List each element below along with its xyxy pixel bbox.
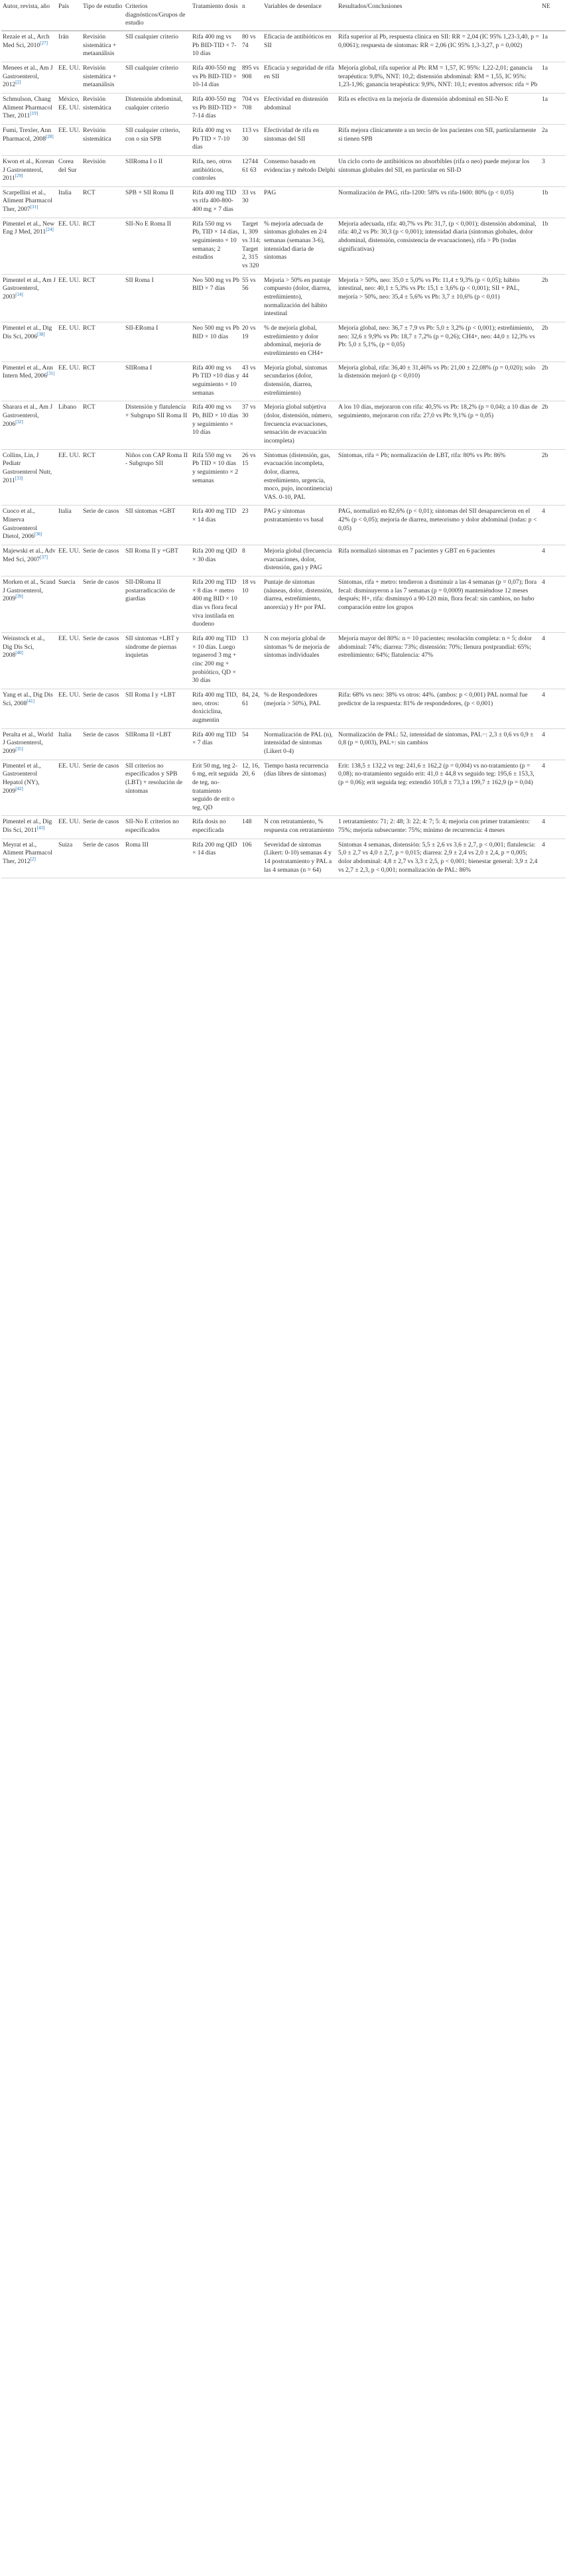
criteria-cell: Distensión abdominal, cualquier criterio <box>124 93 191 124</box>
sample-size-cell: 113 vs 30 <box>241 124 263 155</box>
table-row <box>1 218 566 274</box>
sample-size-cell: 13 <box>241 633 263 689</box>
study-type-cell: RCT <box>82 186 124 218</box>
sample-size-cell: Target 1, 309 vs 314; Target 2, 315 vs 320 <box>241 218 263 274</box>
study-type-cell: RCT <box>82 449 124 506</box>
results-cell: Mejoría > 50%, neo: 35,0 ± 5,0% vs Pb: 11,4 ± 9,3% (p < 0,05); hábito intestinal, neo: 40,1 ± 5,3% vs Pb: 15,1 ± 3,6% (p < 0,001); SII + PAL, mejoría > 50%, neo: 35,4 ± 5,6% vs Pb: 3,7 ± 10,6% (p < 0,01) <box>337 274 540 322</box>
evidence-level-cell: 2b <box>540 449 566 506</box>
column-header: NE <box>540 1 566 31</box>
author-text: Cuoco et al., Minerva Gastroenterol Dietol, 2006 <box>3 508 38 541</box>
results-cell: Mejoría global, neo: 36,7 ± 7,9 vs Pb: 5,0 ± 3,2% (p < 0,001); estreñimiento, neo: 32,6 ± 9,9% vs Pb: 18,7 ± 7,2% (p = 0,26); CH4+, neo: 44,0 ± 12,3% vs Pb: 5,0 ± 5,1%, (p = 0,05) <box>337 322 540 362</box>
study-type-cell: Serie de casos <box>82 576 124 633</box>
evidence-level-cell: 4 <box>540 816 566 839</box>
results-cell: Normalización de PAG, rifa-1200: 58% vs rifa-1600: 80% (p < 0,05) <box>337 186 540 218</box>
sample-size-cell: 12, 16, 20, 6 <box>241 760 263 816</box>
country-cell: EE. UU. <box>57 124 82 155</box>
sample-size-cell: 18 vs 10 <box>241 576 263 633</box>
table-row <box>1 816 566 839</box>
treatment-cell: Rifa 550 mg vs Pb, TID × 14 días, seguimiento × 10 semanas; 2 estudios <box>191 218 241 274</box>
study-type-cell: Revisión sistemática <box>82 124 124 155</box>
criteria-cell: SIIRoma I o II <box>124 155 191 186</box>
treatment-cell: Rifa 400 mg TID vs rifa 400-800-400 mg × 7 días <box>191 186 241 218</box>
outcomes-cell: N con mejoría global de síntomas % de mejoría de síntomas individuales <box>263 633 337 689</box>
author-cell <box>1 62 57 93</box>
author-text: Morken et al., Scand J Gastroenterol, 2009 <box>3 578 56 603</box>
outcomes-cell: Eficacia y seguridad de rifa en SII <box>263 62 337 93</box>
country-cell: Italia <box>57 506 82 545</box>
outcomes-cell: Efectividad de rifa en síntomas del SII <box>263 124 337 155</box>
outcomes-cell: N con retratamiento, % respuesta con retratamiento <box>263 816 337 839</box>
criteria-cell: SII cualquier criterio, con o sin SPB <box>124 124 191 155</box>
country-cell: EE. UU. <box>57 274 82 322</box>
sample-size-cell: 8 <box>241 545 263 576</box>
country-cell: EE. UU. <box>57 62 82 93</box>
study-type-cell: Revisión <box>82 155 124 186</box>
evidence-level-cell: 4 <box>540 576 566 633</box>
treatment-cell: Neo 500 mg vs Pb BID × 7 días <box>191 274 241 322</box>
study-type-cell: RCT <box>82 218 124 274</box>
table-row <box>1 760 566 816</box>
reference-link[interactable]: [40] <box>15 650 23 656</box>
results-cell: PAG, normalizó en 82,6% (p < 0,01); síntomas del SII desaparecieron en el 42% (p < 0,05); mejoría de diarrea, meteorismo y dolor abdominal (todas: p < 0,05) <box>337 506 540 545</box>
author-text: Schmulson, Chang Aliment Pharmacol Ther, 2011 <box>3 95 52 120</box>
criteria-cell: Distensión y flatulencia + Subgrupo SII Roma II <box>124 401 191 449</box>
results-cell: Erit: 138,5 ± 132,2 vs teg: 241,6 ± 162,2 (p = 0,004) vs no-tratamiento (p = 0,08); no-tratamiento seguido erit: 41,0 ± 44,8 vs seguido teg: 195,6 ± 153,3, (p = 0,06); erit seguida teg: extendió 105,8 ± 73,3 a 199,7 ± 162,9 (p = 0,04) <box>337 760 540 816</box>
results-cell: Rifa superior al Pb, respuesta clínica en SII: RR = 2,04 (IC 95% 1,23-3,40, p = 0,0061); respuesta de síntomas: RR = 2,06 (IC 95% 1,3-3,27, p = 0,002) <box>337 31 540 62</box>
sample-size-cell: 84, 24, 61 <box>241 689 263 728</box>
author-cell <box>1 274 57 322</box>
results-cell: Normalización de PAL: 52, intensidad de síntomas, PAL−: 2,3 ± 0,6 vs 0,9 ± 0,8 (p = 0,003), PAL+: sin cambios <box>337 728 540 760</box>
evidence-level-cell: 4 <box>540 760 566 816</box>
author-cell <box>1 839 57 878</box>
column-header: Resultados/Conclusiones <box>337 1 540 31</box>
author-text: Collins, Lin, J Pediatr Gastroenterol Nutr, 2011 <box>3 451 52 484</box>
author-cell <box>1 689 57 728</box>
outcomes-cell: PAG <box>263 186 337 218</box>
criteria-cell: SII-No E Roma II <box>124 218 191 274</box>
evidence-level-cell: 2a <box>540 124 566 155</box>
reference-link[interactable]: [14] <box>15 291 23 297</box>
evidence-level-cell: 1b <box>540 186 566 218</box>
criteria-cell: SII Roma II y +GBT <box>124 545 191 576</box>
table-row <box>1 155 566 186</box>
reference-link[interactable]: [28] <box>46 133 54 139</box>
sample-size-cell: 33 vs 30 <box>241 186 263 218</box>
treatment-cell: Rifa 200 mg QID × 30 días <box>191 545 241 576</box>
author-cell <box>1 155 57 186</box>
author-text: Pimentel et al., Ann Intern Med, 2006 <box>3 364 53 380</box>
author-text: Kwon et al., Korean J Gastroenterol, 2011 <box>3 157 54 182</box>
criteria-cell: SII cualquier criterio <box>124 62 191 93</box>
treatment-cell: Rifa 400 mg TID × 7 días <box>191 728 241 760</box>
evidence-level-cell: 3 <box>540 155 566 186</box>
reference-link[interactable]: [2] <box>15 80 21 86</box>
criteria-cell: SIIRoma II +LBT <box>124 728 191 760</box>
study-type-cell: Serie de casos <box>82 728 124 760</box>
study-type-cell: Revisión sistemática <box>82 93 124 124</box>
reference-link[interactable]: [29] <box>15 172 23 178</box>
evidence-table <box>1 1 566 878</box>
country-cell: EE. UU. <box>57 816 82 839</box>
author-text: Fumi, Trexler, Ann Pharmacol, 2008 <box>3 126 52 143</box>
results-cell: Mejoría global, rifa: 36,40 ± 31,46% vs Pb: 21,00 ± 22,08% (p = 0,020); solo la distensión mejoró (p < 0,010) <box>337 362 540 401</box>
author-text: Scarpellini et al., Aliment Pharmacol Ther, 2007 <box>3 188 52 214</box>
outcomes-cell: Consenso basado en evidencias y método Delphi <box>263 155 337 186</box>
author-text: Menees et al., Am J Gastroenterol, 2012 <box>3 64 53 89</box>
outcomes-cell: % de mejoría global, estreñimiento y dolor abdominal, mejoría de estreñimiento en CH4+ <box>263 322 337 362</box>
results-cell: Mejoría mayor del 80%: n = 10 pacientes; resolución completa: n = 5; dolor abdominal: 74%; diarrea: 73%; distensión: 70%; llenura postprandial: 65%; estreñimiento: 64%; flatulencia: 47% <box>337 633 540 689</box>
country-cell: EE. UU. <box>57 322 82 362</box>
treatment-cell: Erit 50 mg, teg 2-6 mg, erit seguida de teg, no-tratamiento seguido de erit o teg, QD <box>191 760 241 816</box>
results-cell: Mejoría adecuada, rifa: 40,7% vs Pb: 31,7, (p < 0,001); distensión abdominal, rifa: 40,2 vs Pb: 30,3 (p < 0,001); intensidad diaria (síntomas globales, dolor abdominal, distensión, consistencia de evacuaciones), rifa > Pb (todas significativas) <box>337 218 540 274</box>
treatment-cell: Neo 500 mg vs Pb BID × 10 días <box>191 322 241 362</box>
author-text: Pimentel et al., Dig Dis Sci, 2006 <box>3 324 52 340</box>
outcomes-cell: % mejoría adecuada de síntomas globales en 2/4 semanas (semanas 3-6), intensidad diaria de síntomas <box>263 218 337 274</box>
evidence-level-cell: 4 <box>540 545 566 576</box>
reference-link[interactable]: [33] <box>15 475 23 481</box>
table-row <box>1 362 566 401</box>
results-cell: Rifa mejora clínicamente a un tercio de los pacientes con SII, particularmente si tienen SPB <box>337 124 540 155</box>
author-cell <box>1 760 57 816</box>
table-row <box>1 576 566 633</box>
author-cell <box>1 322 57 362</box>
treatment-cell: Rifa dosis no especificada <box>191 816 241 839</box>
table-row <box>1 62 566 93</box>
author-cell <box>1 545 57 576</box>
reference-link[interactable]: [2] <box>30 856 36 862</box>
country-cell: EE. UU. <box>57 760 82 816</box>
author-text: Meyrat et al., Aliment Pharmacol Ther, 2012 <box>3 841 52 866</box>
outcomes-cell: Síntomas (distensión, gas, evacuación incompleta, dolor, diarrea, estreñimiento, urgencia, moco, pujo, incontinencia) VAS. 0-10, PAL <box>263 449 337 506</box>
outcomes-cell: Normalización de PAL (n), intensidad de síntomas (Likert 0-4) <box>263 728 337 760</box>
evidence-level-cell: 1b <box>540 218 566 274</box>
study-type-cell: RCT <box>82 274 124 322</box>
criteria-cell: SII-No E criterios no especificados <box>124 816 191 839</box>
reference-link[interactable]: [36] <box>34 531 42 537</box>
reference-link[interactable]: [38] <box>36 331 45 337</box>
results-cell: Rifa es efectiva en la mejoría de distensión abdominal en SII-No E <box>337 93 540 124</box>
outcomes-cell: Puntaje de síntomas (náuseas, dolor, distensión, diarrea, estreñimiento, anorexia) y H+ por PAL <box>263 576 337 633</box>
study-type-cell: Serie de casos <box>82 839 124 878</box>
results-cell: Síntomas, rifa + metro: tendieron a disminuir a las 4 semanas (p = 0,07); flora fecal: disminuyeron a las 7 semanas (p = 0,0009) manteniéndose 12 meses después; H+, rifa: disminuyó a 90-120 min, flora fecal: sin cambios, no hubo comparación entre los grupos <box>337 576 540 633</box>
study-type-cell: RCT <box>82 322 124 362</box>
evidence-level-cell: 2b <box>540 274 566 322</box>
reference-link[interactable]: [27] <box>40 40 48 46</box>
table-row <box>1 728 566 760</box>
criteria-cell: SIIRoma I <box>124 362 191 401</box>
study-type-cell: Serie de casos <box>82 760 124 816</box>
treatment-cell: Rifa 400 mg vs Pb TID × 7-10 días <box>191 124 241 155</box>
table-row <box>1 401 566 449</box>
treatment-cell: Rifa 400 mg vs Pb BID-TID × 7-10 días <box>191 31 241 62</box>
reference-link[interactable]: [41] <box>27 698 34 704</box>
reference-link[interactable]: [19] <box>30 111 38 117</box>
study-type-cell: Revisión sistemática + metaanálisis <box>82 62 124 93</box>
country-cell: EE. UU. <box>57 633 82 689</box>
reference-link[interactable]: [43] <box>36 825 45 831</box>
table-row <box>1 322 566 362</box>
author-cell <box>1 576 57 633</box>
study-type-cell: Revisión sistemática + metaanálisis <box>82 31 124 62</box>
results-cell: Rifa normalizó síntomas en 7 pacientes y GBT en 6 pacientes <box>337 545 540 576</box>
author-text: Sharara et al., Am J Gastroenterol, 2006 <box>3 403 53 428</box>
sample-size-cell: 106 <box>241 839 263 878</box>
column-header: Tipo de estudio <box>82 1 124 31</box>
outcomes-cell: Eficacia de antibióticos en SII <box>263 31 337 62</box>
country-cell: Suiza <box>57 839 82 878</box>
country-cell: EE. UU. <box>57 449 82 506</box>
sample-size-cell: 23 <box>241 506 263 545</box>
evidence-level-cell: 2b <box>540 322 566 362</box>
table-row <box>1 124 566 155</box>
treatment-cell: Rifa 400-550 mg vs Pb BID-TID × 7-14 días <box>191 93 241 124</box>
evidence-level-cell: 4 <box>540 839 566 878</box>
evidence-level-cell: 1a <box>540 93 566 124</box>
table-body <box>1 31 566 878</box>
outcomes-cell: Efectividad en distensión abdominal <box>263 93 337 124</box>
treatment-cell: Rifa 400 mg vs Pb TID ×10 días y seguimiento × 10 semanas <box>191 362 241 401</box>
country-cell: Líbano <box>57 401 82 449</box>
table-row <box>1 274 566 322</box>
evidence-level-cell: 4 <box>540 689 566 728</box>
author-cell <box>1 362 57 401</box>
sample-size-cell: 895 vs 908 <box>241 62 263 93</box>
criteria-cell: SII-ERoma I <box>124 322 191 362</box>
author-cell <box>1 31 57 62</box>
study-type-cell: Serie de casos <box>82 689 124 728</box>
outcomes-cell: PAG y síntomas postratamiento vs basal <box>263 506 337 545</box>
reference-link[interactable]: [42] <box>15 785 23 791</box>
sample-size-cell: 37 vs 30 <box>241 401 263 449</box>
criteria-cell: Roma III <box>124 839 191 878</box>
criteria-cell: SPB + SII Roma II <box>124 186 191 218</box>
results-cell: Síntomas 4 semanas, distensión: 5,5 ± 2,6 vs 3,6 ± 2,7, p < 0,001; flatulencia: 5,0 ± 2,7 vs 4,0 ± 2,7, p = 0,015; diarrea: 2,9 ± 2,4 vs 2,0 ± 2,4, p = 0,005; dolor abdominal: 4,8 ± 2,7 vs 3,3 ± 2,5, p < 0,001; bienestar general: 3,9 ± 2,4 vs 2,7 ± 2,3, p < 0,001; normalización de PAL: 86% <box>337 839 540 878</box>
evidence-level-cell: 2b <box>540 362 566 401</box>
country-cell: Italia <box>57 728 82 760</box>
evidence-level-cell: 2b <box>540 401 566 449</box>
criteria-cell: SII síntomas +LBT y síndrome de piernas inquietas <box>124 633 191 689</box>
sample-size-cell: 704 vs 708 <box>241 93 263 124</box>
sample-size-cell: 12744 61 63 <box>241 155 263 186</box>
outcomes-cell: Mejoría > 50% en puntaje compuesto (dolor, diarrea, estreñimiento), normalización del hábito intestinal <box>263 274 337 322</box>
treatment-cell: Rifa 200 mg QID × 14 días <box>191 839 241 878</box>
evidence-level-cell: 4 <box>540 633 566 689</box>
country-cell: Suecia <box>57 576 82 633</box>
author-text: Peralta et al., World J Gastroenterol, 2009 <box>3 730 54 755</box>
reference-link[interactable]: [24] <box>46 227 54 233</box>
treatment-cell: Rifa 400-550 mg vs Pb BID-TID × 10-14 días <box>191 62 241 93</box>
table-row <box>1 186 566 218</box>
reference-link[interactable]: [31] <box>46 371 55 377</box>
author-cell <box>1 816 57 839</box>
country-cell: EE. UU. <box>57 362 82 401</box>
author-text: Pimentel et al., New Eng J Med, 2011 <box>3 220 55 236</box>
results-cell: Síntomas, rifa = Pb; normalización de LBT, rifa: 80% vs Pb: 86% <box>337 449 540 506</box>
column-header: Autor, revista, año <box>1 1 57 31</box>
sample-size-cell: 80 vs 74 <box>241 31 263 62</box>
criteria-cell: SII Roma I <box>124 274 191 322</box>
author-cell <box>1 218 57 274</box>
outcomes-cell: % de Respondedores (mejoría > 50%), PAL <box>263 689 337 728</box>
evidence-level-cell: 1a <box>540 62 566 93</box>
treatment-cell: Rifa 400 mg TID, neo, otros: doxiciclina, augmentin <box>191 689 241 728</box>
study-type-cell: Serie de casos <box>82 506 124 545</box>
column-header: Variables de desenlace <box>263 1 337 31</box>
reference-link[interactable]: [35] <box>15 746 23 752</box>
country-cell: EE. UU. <box>57 218 82 274</box>
reference-link[interactable]: [32] <box>15 419 23 425</box>
author-cell <box>1 633 57 689</box>
table-header-row <box>1 1 566 31</box>
author-text: Weinstock et al., Dig Dis Sci, 2008 <box>3 635 45 659</box>
table-row <box>1 449 566 506</box>
sample-size-cell: 26 vs 15 <box>241 449 263 506</box>
treatment-cell: Rifa 400 mg TID × 10 días. Luego tegaserod 3 mg + cinc 200 mg + probiótico, QD × 30 días <box>191 633 241 689</box>
reference-link[interactable]: [31] <box>30 204 38 210</box>
column-header: País <box>57 1 82 31</box>
sample-size-cell: 55 vs 56 <box>241 274 263 322</box>
treatment-cell: Rifa, neo, otros antibióticos, controles <box>191 155 241 186</box>
author-cell <box>1 728 57 760</box>
treatment-cell: Rifa 200 mg TID × 8 días + metro 400 mg BID × 10 días vs flora fecal viva instilada en duodeno <box>191 576 241 633</box>
table-row <box>1 689 566 728</box>
table-row <box>1 839 566 878</box>
author-text: Majewski et al., Adv Med Sci, 2007 <box>3 547 56 563</box>
author-cell <box>1 93 57 124</box>
outcomes-cell: Mejoría global subjetiva (dolor, distensión, número, frecuencia evacuaciones, sensación de evacuación incompleta) <box>263 401 337 449</box>
results-cell: Rifa: 68% vs neo: 38% vs otros: 44%. (ambos: p < 0,001) PAL normal fue predictor de la respuesta: 81% de respondedores, (p < 0,001) <box>337 689 540 728</box>
reference-link[interactable]: [39] <box>15 594 23 600</box>
evidence-level-cell: 4 <box>540 506 566 545</box>
evidence-level-cell: 4 <box>540 728 566 760</box>
study-type-cell: Serie de casos <box>82 545 124 576</box>
column-header: Criterios diagnósticos/Grupos de estudio <box>124 1 191 31</box>
country-cell: EE. UU. <box>57 545 82 576</box>
study-type-cell: Serie de casos <box>82 816 124 839</box>
country-cell: Irán <box>57 31 82 62</box>
outcomes-cell: Tiempo hasta recurrencia (días libres de síntomas) <box>263 760 337 816</box>
outcomes-cell: Mejoría global (frecuencia evacuaciones, dolor, distensión, gas) y PAG <box>263 545 337 576</box>
author-text: Rezaie et al., Arch Med Sci, 2010 <box>3 33 50 49</box>
criteria-cell: SII-DRoma II postarradicación de giardias <box>124 576 191 633</box>
column-header: Tratamiento dosis <box>191 1 241 31</box>
outcomes-cell: Severidad de síntomas (Likert: 0-10) semanas 4 y 14 postratamiento y PAL a las 4 semanas (n = 64) <box>263 839 337 878</box>
table-row <box>1 545 566 576</box>
country-cell: Corea del Sur <box>57 155 82 186</box>
treatment-cell: Rifa 400 mg TID × 14 días <box>191 506 241 545</box>
country-cell: Italia <box>57 186 82 218</box>
sample-size-cell: 148 <box>241 816 263 839</box>
author-cell <box>1 449 57 506</box>
author-text: Yang et al., Dig Dis Sci, 2008 <box>3 691 53 707</box>
criteria-cell: SII cualquier criterio <box>124 31 191 62</box>
study-type-cell: RCT <box>82 362 124 401</box>
results-cell: 1 retratamiento: 71; 2: 48; 3: 22; 4: 7; 5: 4; mejoría con primer tratamiento: 75%; mejoría subsecuente: 75%; mínimo de recurrencia: 4 meses <box>337 816 540 839</box>
criteria-cell: Niños con CAP Roma II - Subgrupo SII <box>124 449 191 506</box>
table-row <box>1 506 566 545</box>
sample-size-cell: 20 vs 19 <box>241 322 263 362</box>
author-cell <box>1 124 57 155</box>
study-type-cell: Serie de casos <box>82 633 124 689</box>
author-text: Pimentel et al., Dig Dis Sci, 2011 <box>3 818 52 835</box>
results-cell: A los 10 días, mejoraron con rifa: 40,5% vs Pb: 18,2% (p = 0,04); a 10 días de seguimiento, mejoraron con rifa: 27,0 vs Pb: 9,1% (p = 0,05) <box>337 401 540 449</box>
table-row <box>1 93 566 124</box>
criteria-cell: SII criterios no especificados y SPB (LBT) + resolución de síntomas <box>124 760 191 816</box>
sample-size-cell: 54 <box>241 728 263 760</box>
country-cell: México, EE. UU. <box>57 93 82 124</box>
author-text: Pimentel et al., Am J Gastroenterol, 2003 <box>3 276 56 301</box>
country-cell: EE. UU. <box>57 689 82 728</box>
author-text: Pimentel et al., Gastroenterol Hepatol (NY), 2009 <box>3 762 41 795</box>
treatment-cell: Rifa 550 mg vs Pb TID × 10 días y seguimiento × 2 semanas <box>191 449 241 506</box>
results-cell: Un ciclo corto de antibióticos no absorbibles (rifa o neo) puede mejorar los síntomas globales del SII, en particular en SII-D <box>337 155 540 186</box>
outcomes-cell: Mejoría global, síntomas secundarios (dolor, distensión, diarrea, estreñimiento) <box>263 362 337 401</box>
evidence-level-cell: 1a <box>540 31 566 62</box>
author-cell <box>1 186 57 218</box>
treatment-cell: Rifa 400 mg vs Pb, BID × 10 días y seguimiento × 10 días <box>191 401 241 449</box>
column-header: n <box>241 1 263 31</box>
criteria-cell: SII síntomas +GBT <box>124 506 191 545</box>
criteria-cell: SII Roma I y +LBT <box>124 689 191 728</box>
author-cell <box>1 506 57 545</box>
study-type-cell: RCT <box>82 401 124 449</box>
table-row <box>1 31 566 62</box>
author-cell <box>1 401 57 449</box>
sample-size-cell: 43 vs 44 <box>241 362 263 401</box>
results-cell: Mejoría global, rifa superior al Pb: RM = 1,57, IC 95%: 1,22-2,01; ganancia terapéutica: 9,8%, NNT: 10,2; distensión abdominal: RM = 1,55, IC 95%: 1,23-1,96; ganancia terapéutica: 9,9%, NNT: 10,1; eventos adversos: rifa = Pb <box>337 62 540 93</box>
reference-link[interactable]: [37] <box>40 554 48 560</box>
table-row <box>1 633 566 689</box>
